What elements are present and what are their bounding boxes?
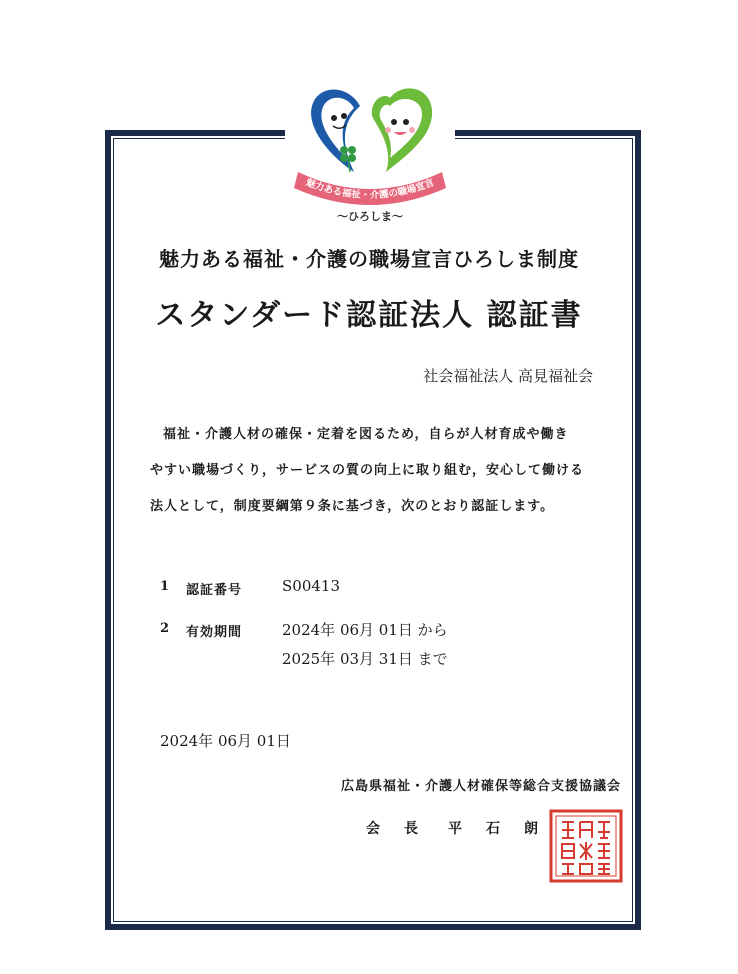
issuer-name: 平石朗 [448,821,562,837]
svg-text:魅力ある福祉・介護の職場宣言: 魅力ある福祉・介護の職場宣言 [304,177,436,202]
certification-number: S00413 [282,577,340,595]
issuer-title: 会長 [366,821,442,837]
item-2-label: 有効期間 [186,625,243,640]
hiroshima-workplace-declaration-logo [290,76,450,226]
certificate-body [150,417,600,525]
recipient-organization: 社会福祉法人 高見福祉会 [423,367,593,385]
issue-date: 2024年 06月 01日 [160,732,291,750]
blue-character-eye-left [331,115,337,121]
item-1-number: 1 [160,579,170,594]
certificate-program-title: 魅力ある福祉・介護の職場宣言ひろしま制度 [159,247,579,271]
official-seal [548,808,624,884]
green-character-eye-left [391,119,397,125]
blue-character-eye-right [341,113,347,119]
body-line-2: やすい職場づくり，サービスの質の向上に取り組む，安心して働ける [150,463,585,478]
body-line-1: 福祉・介護人材の確保・定着を図るため，自らが人材育成や働き [163,427,569,442]
validity-end: 2025年 03月 31日 まで [282,650,448,668]
item-1-label: 認証番号 [186,583,243,598]
item-2-number: 2 [160,621,170,636]
green-character-eye-right [403,119,409,125]
certificate-title: スタンダード認証法人 認証書 [155,298,583,333]
logo-subtitle: 〜ひろしま〜 [337,210,403,223]
body-line-3: 法人として，制度要綱第９条に基づき，次のとおり認証します。 [150,499,555,514]
issuer-council: 広島県福祉・介護人材確保等総合支援協議会 [340,779,621,794]
validity-start: 2024年 06月 01日 から [282,621,448,639]
